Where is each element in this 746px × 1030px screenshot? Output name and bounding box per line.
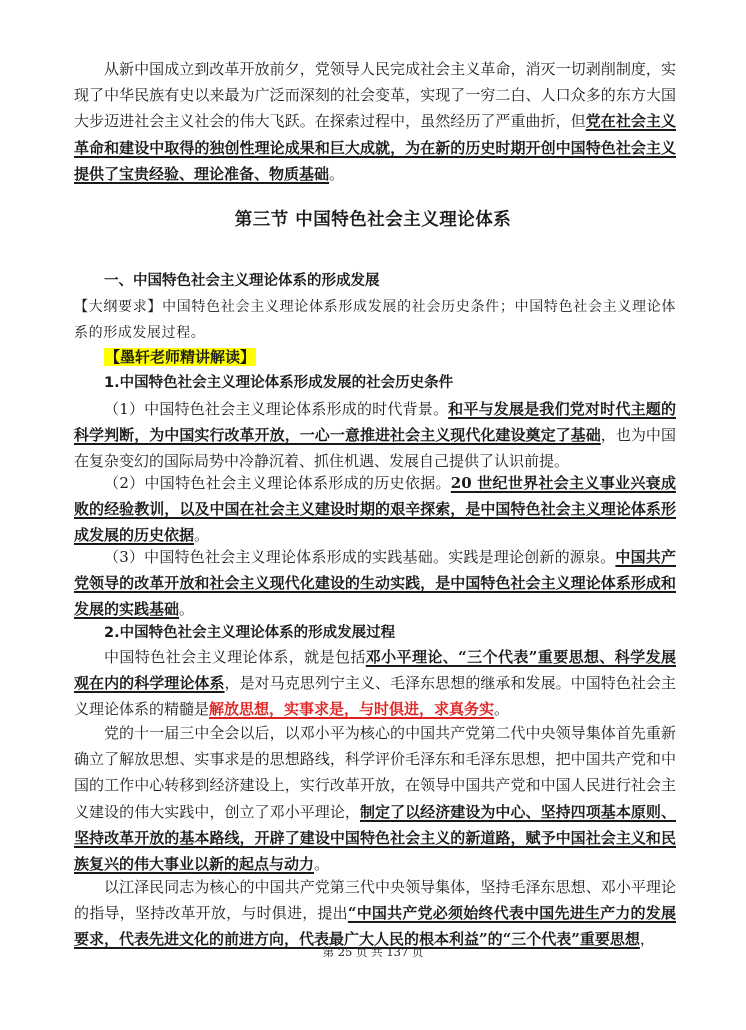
teacher-tag-line	[74, 344, 676, 370]
emphasis-text: 20 世纪世界社会主义事业兴衰成败的经验教训，以及中国在社会主义建设时期的艰辛探索，是中国特色社会主义理论体系形成发展的历史依据	[74, 474, 676, 545]
body-text: ，是对马克思列宁主义、毛泽东思想的继承和发展。中国特色社会主义理论体系的精髓是	[74, 674, 676, 719]
body-text: 。	[329, 164, 345, 183]
emphasis-text: 党在社会主义革命和建设中取得的独创性理论成果和巨大成就，为在新的历史时期开创中国特色社会主义提供了宝贵经验、理论准备、物质基础	[74, 112, 676, 183]
body-text: 。	[494, 700, 510, 719]
paragraph-deng-xiaoping-theory	[74, 720, 676, 877]
paragraph-historical-basis	[74, 470, 676, 549]
body-text: （1）中国特色社会主义理论体系形成的时代背景。	[104, 400, 449, 418]
body-text: ，也为中国在复杂变幻的国际局势中冷静沉着、抓住机遇、发展自己提供了认识前提。	[74, 426, 676, 471]
emphasis-text: 中国共产党领导的改革开放和社会主义现代化建设的生动实践，是中国特色社会主义理论体系形成和发展的实践基础	[74, 548, 676, 619]
emphasis-text: “中国共产党必须始终代表中国先进生产力的发展要求，代表先进文化的前进方向，代表最广大人民的根本利益”的“三个代表”重要思想	[74, 904, 676, 949]
emphasis-text: 解放思想，实事求是，与时俱进，求真务实	[209, 700, 495, 719]
paragraph-era-background	[74, 396, 676, 475]
page-footer: 第 25 页 共 137 页	[322, 945, 424, 959]
body-text: 以江泽民同志为核心的中国共产党第三代中央领导集体，坚持毛泽东思想、邓小平理论的指导，坚持改革开放，与时俱进，提出	[74, 878, 676, 923]
paragraph-intro	[74, 56, 676, 187]
body-text: （2）中国特色社会主义理论体系形成的历史依据。	[104, 474, 451, 492]
emphasis-text: 制定了以经济建设为中心、坚持四项基本原则、坚持改革开放的基本路线，开辟了建设中国特色社会主义的新道路，赋予中国社会主义和民族复兴的伟大事业以新的起点与动力	[74, 802, 676, 874]
syllabus-requirement: 【大纲要求】中国特色社会主义理论体系形成发展的社会历史条件；中国特色社会主义理论体系的形成发展过程。	[74, 299, 676, 342]
paragraph-practice-basis	[74, 544, 676, 623]
subheading-conditions: 1.中国特色社会主义理论体系形成发展的社会历史条件	[104, 375, 454, 391]
body-text: ，	[639, 930, 655, 949]
body-text: 党的十一届三中全会以后，以邓小平为核心的中国共产党第二代中央领导集体首先重新确立了解放思想、实事求是的思想路线，科学评价毛泽东和毛泽东思想，把中国共产党和中国的工作中心转移到经济建设上，实行改革开放，在领导中国共产党和中国人民进行社会主义建设的伟大实践中，创立了邓小平理论，	[74, 724, 676, 821]
body-text: 从新中国成立到改革开放前夕，党领导人民完成社会主义革命，消灭一切剥削制度，实现了中华民族有史以来最为广泛而深刻的社会变革，实现了一穷二白、人口众多的东方大国大步迈进社会主义社会的伟大飞跃。在探索过程中，虽然经历了严重曲折，但	[74, 60, 676, 131]
paragraph-three-represents	[74, 874, 676, 953]
emphasis-text: 和平与发展是我们党对时代主题的科学判断，为中国实行改革开放，一心一意推进社会主义现代化建设奠定了基础	[74, 400, 676, 445]
body-text: 。	[194, 526, 210, 545]
body-text: （3）中国特色社会主义理论体系形成的实践基础。实践是理论创新的源泉。	[104, 548, 616, 566]
subheading-process: 2.中国特色社会主义理论体系的形成发展过程	[104, 625, 396, 641]
body-text: 。	[179, 600, 195, 619]
teacher-tag: 【墨轩老师精讲解读】	[105, 348, 256, 366]
body-text: 。	[314, 855, 330, 874]
emphasis-text: 邓小平理论、“三个代表”重要思想、科学发展观在内的科学理论体系	[74, 648, 676, 693]
section-title: 第三节 中国特色社会主义理论体系	[234, 210, 512, 230]
body-text: 中国特色社会主义理论体系，就是包括	[104, 648, 366, 666]
paragraph-theory-system	[74, 644, 676, 723]
heading-formation-development: 一、中国特色社会主义理论体系的形成发展	[104, 273, 380, 289]
